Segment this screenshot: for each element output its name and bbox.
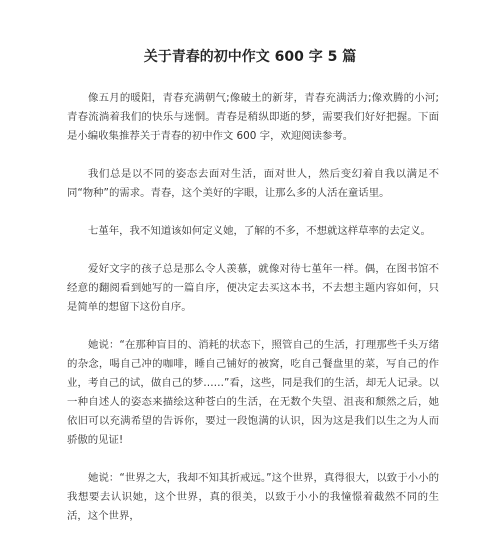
paragraph-5: 她说：“在那种盲目的、消耗的状态下，照管自己的生活，打理那些千头万绪的杂念，喝自己冲的咖啡，睡自己铺好的被窝，吃自己餐盘里的菜，写自己的作业，考自己的试，做自己的梦……”看，这些，同是我们的生活，却无人记录。以一种自述人的姿态来描绘这种苍白的生活，在无数个失望、沮丧和颓然之后，她依旧可以充满希望的告诉你，要过一段饱满的认识，因为这是我们以生之为人而骄傲的见证!: [67, 339, 439, 446]
paragraph-intro: 像五月的暖阳，青春充满朝气;像破土的新芽，青春充满活力;像欢腾的小河;青春流淌着我们的快乐与迷惘。青春是稍纵即逝的梦，需要我们好好把握。下面是小编收集推荐关于青春的初中作文 600 字，欢迎阅读参考。: [67, 92, 439, 142]
article-title: 关于青春的初中作文 600 字 5 篇: [143, 49, 357, 65]
paragraph-6: 她说：“世界之大，我却不知其折戒远。”这个世界，真得很大，以致于小小的我想要去认识她，这个世界，真的很美，以致于小小的我憧憬着截然不同的生活，这个世界，: [67, 472, 439, 522]
paragraph-3: 七堇年，我不知道该如何定义她，了解的不多，不想就这样草率的去定义。: [88, 225, 431, 237]
paragraph-2: 我们总是以不同的姿态去面对生活，面对世人，然后变幻着自我以满足不同“物种”的需求。青春，这个美好的字眼，让那么多的人活在童话里。: [67, 168, 439, 199]
paragraph-4: 爱好文字的孩子总是那么令人羡慕，就像对待七堇年一样。偶，在图书馆不经意的翻阅看到她写的一篇自序，便决定去买这本书，不去想主题内容如何，只是简单的想留下这份自序。: [67, 263, 439, 313]
